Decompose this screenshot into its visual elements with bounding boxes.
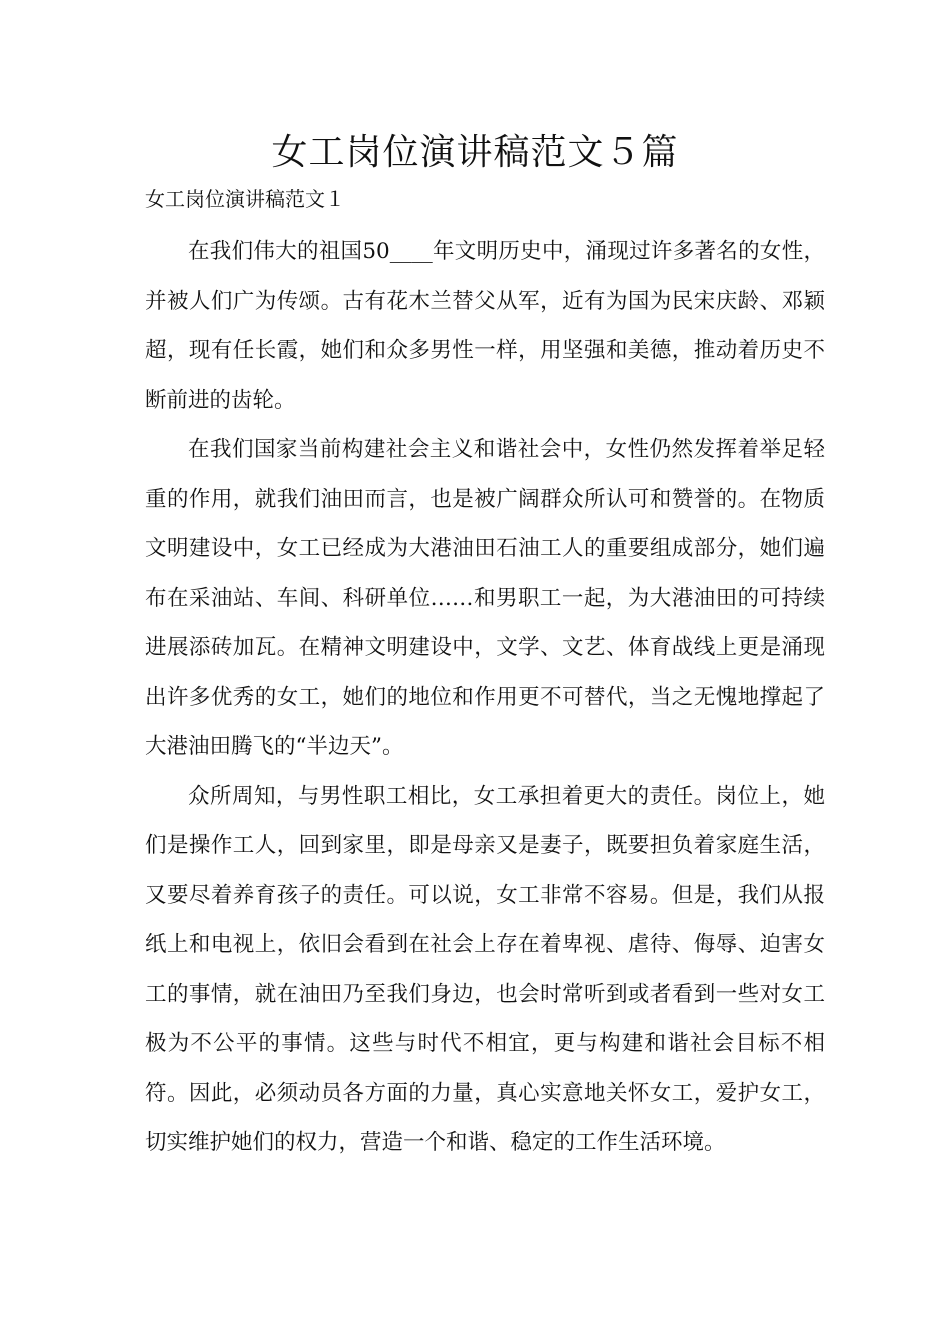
paragraph-1: 在我们伟大的祖国50____年文明历史中，涌现过许多著名的女性，并被人们广为传颂。古有花木兰替父从军，近有为国为民宋庆龄、邓颖超，现有任长霞，她们和众多男性一样，用坚强和美德，推动着历史不断前进的齿轮。: [145, 239, 825, 413]
document-title: 女工岗位演讲稿范文５篇: [271, 132, 679, 173]
paragraph-2: 在我们国家当前构建社会主义和谐社会中，女性仍然发挥着举足轻重的作用，就我们油田而言，也是被广阔群众所认可和赞誉的。在物质文明建设中，女工已经成为大港油田石油工人的重要组成部分，她们遍布在采油站、车间、科研单位……和男职工一起，为大港油田的可持续进展添砖加瓦。在精神文明建设中，文学、文艺、体育战线上更是涌现出许多优秀的女工，她们的地位和作用更不可替代，当之无愧地撑起了大港油田腾飞的“半边天”。: [145, 437, 825, 759]
paragraph-3: 众所周知，与男性职工相比，女工承担着更大的责任。岗位上，她们是操作工人，回到家里，即是母亲又是妻子，既要担负着家庭生活，又要尽着养育孩子的责任。可以说，女工非常不容易。但是，我们从报纸上和电视上，依旧会看到在社会上存在着卑视、虐待、侮辱、迫害女工的事情，就在油田乃至我们身边，也会时常听到或者看到一些对女工极为不公平的事情。这些与时代不相宜，更与构建和谐社会目标不相符。因此，必须动员各方面的力量，真心实意地关怀女工，爱护女工，切实维护她们的权力，营造一个和谐、稳定的工作生活环境。: [145, 783, 825, 1155]
section-heading: 女工岗位演讲稿范文１: [145, 187, 345, 211]
document-body: [145, 227, 825, 1168]
